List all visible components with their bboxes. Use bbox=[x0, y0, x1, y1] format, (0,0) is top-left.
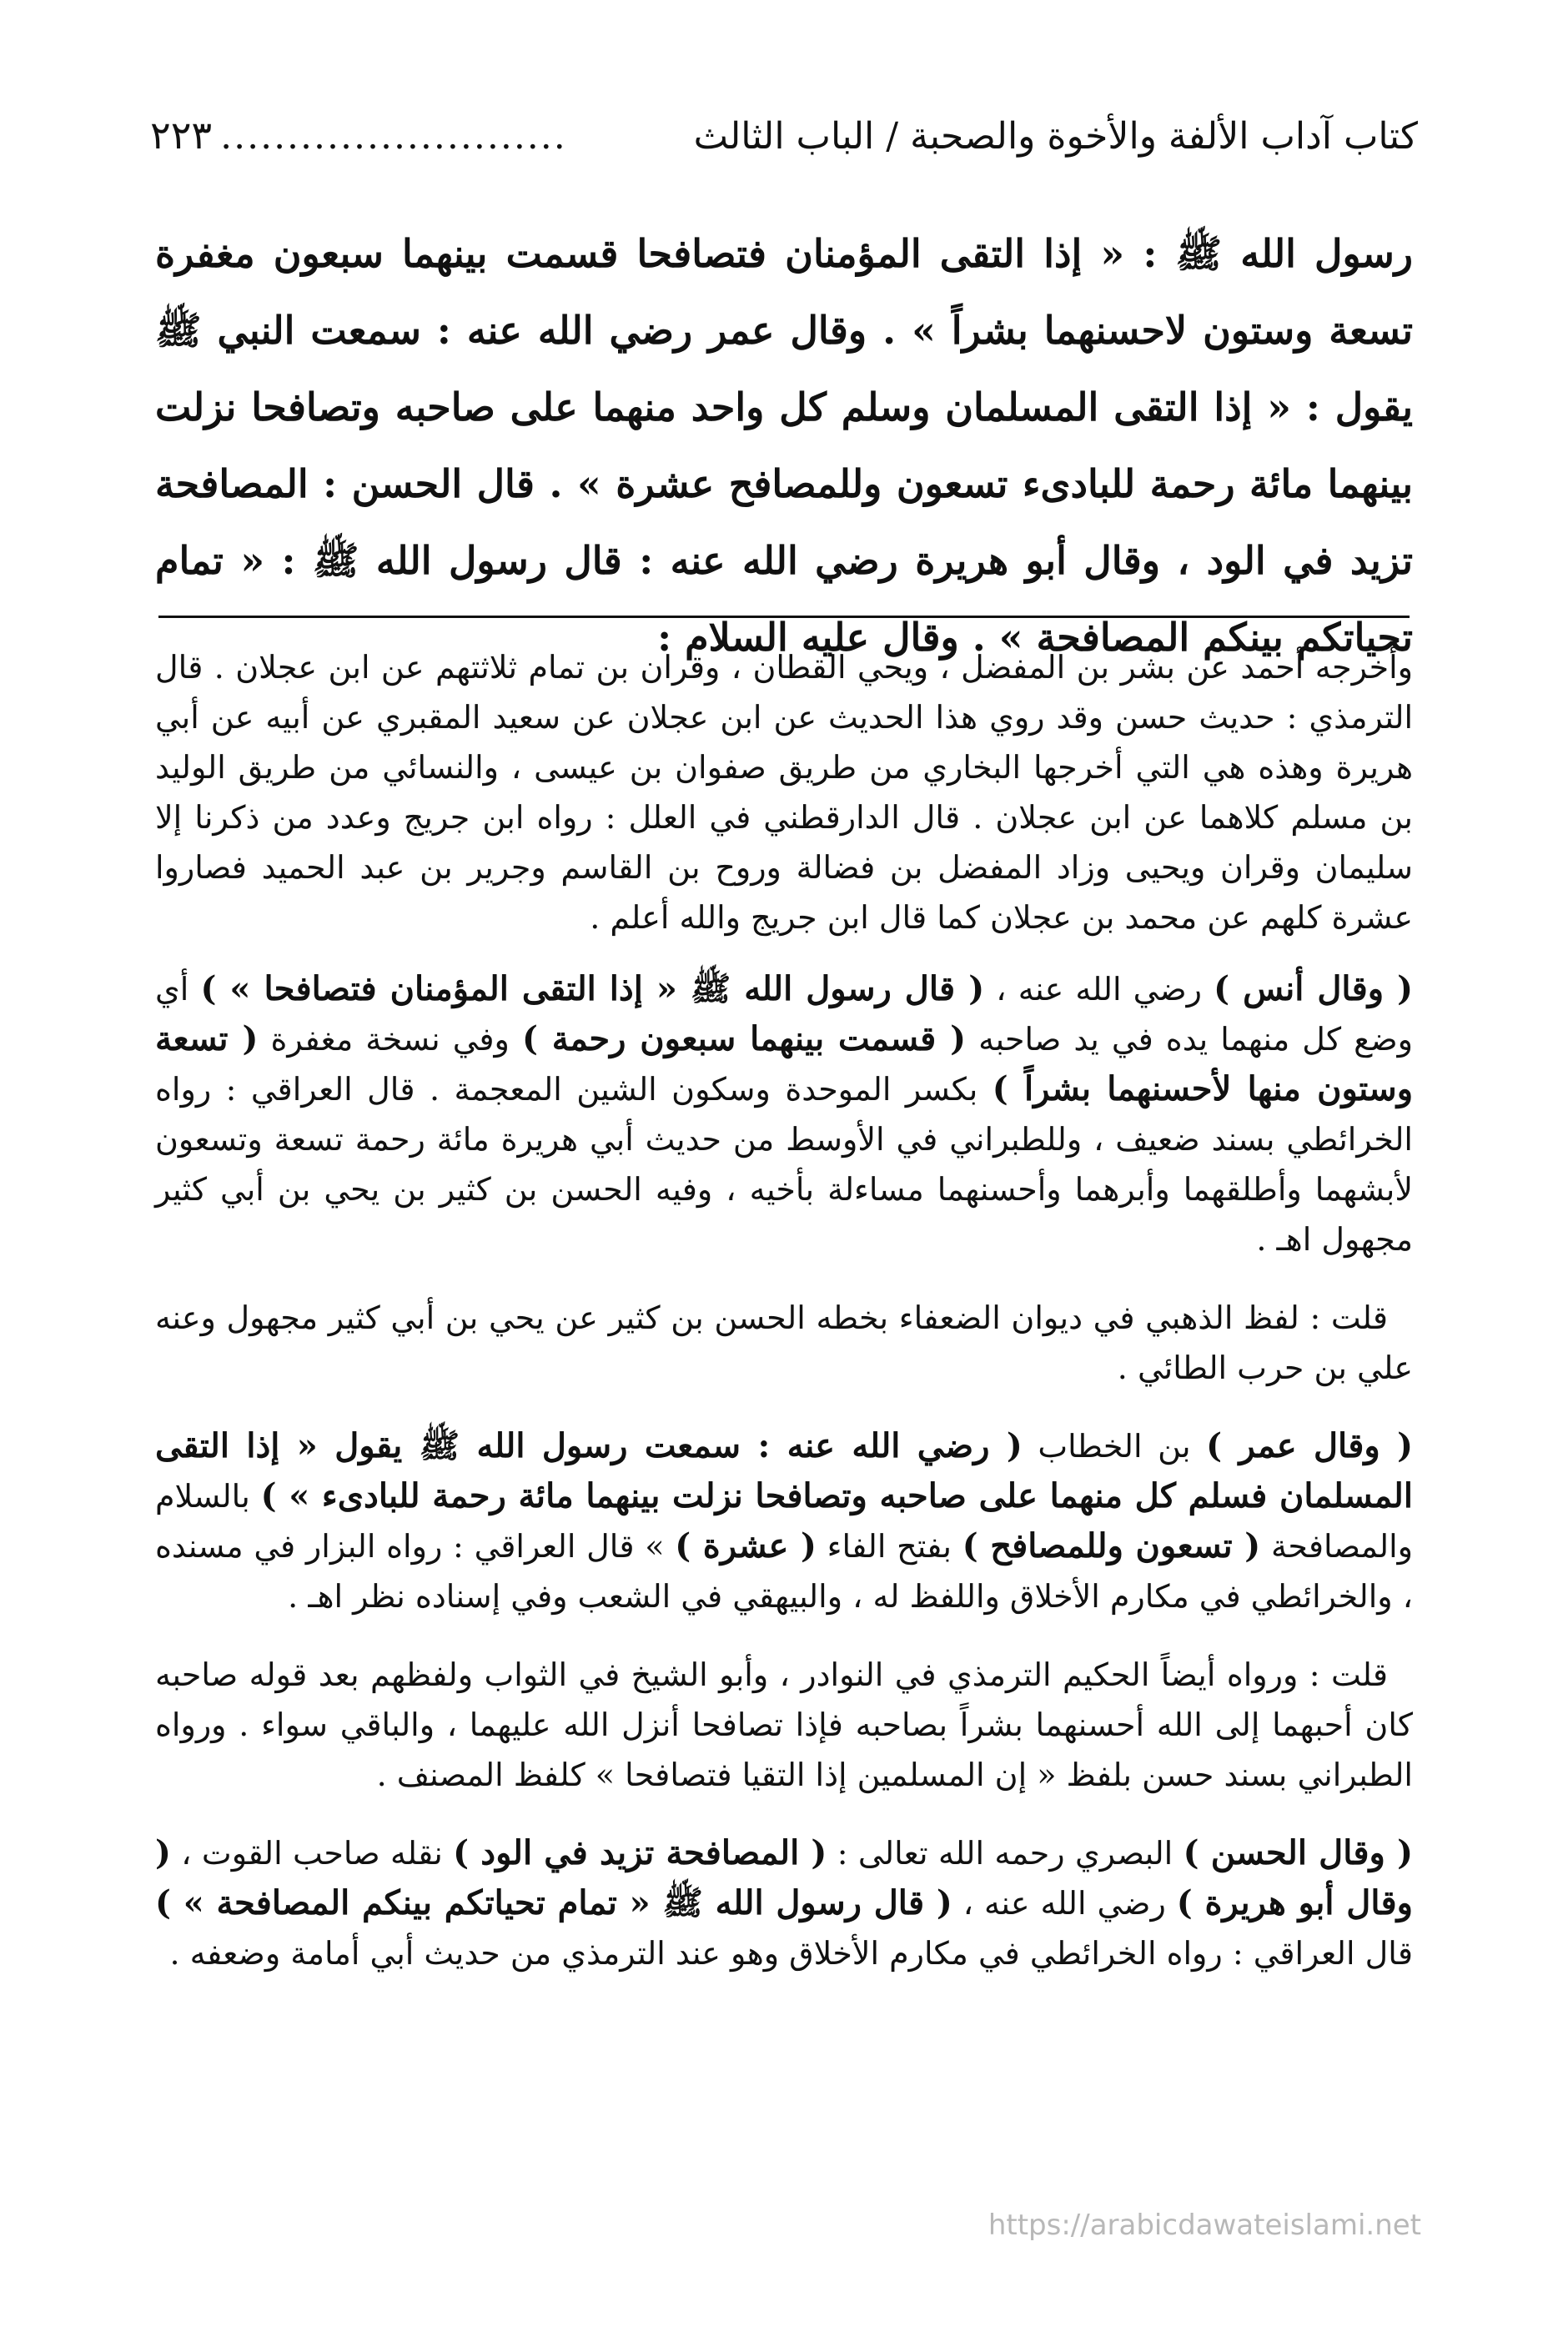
bold-quote-run: ( وقال عمر ) bbox=[1206, 1426, 1413, 1465]
text-run: رضي الله عنه ، bbox=[984, 971, 1214, 1008]
commentary-paragraph-4 bbox=[155, 1421, 1413, 1621]
text-run: بفتح الفاء bbox=[816, 1528, 962, 1565]
text-run: البصري رحمه الله تعالى : bbox=[827, 1835, 1184, 1872]
text-run: قال العراقي : رواه الخرائطي في مكارم الأخلاق وهو عند الترمذي من حديث أبي أمامة وضعفه . bbox=[169, 1935, 1413, 1972]
commentary bbox=[155, 642, 1413, 1978]
bold-quote-run: ( عشرة ) bbox=[675, 1526, 817, 1566]
commentary-paragraph-1: وأخرجه أحمد عن بشر بن المفضل ، ويحي القطان ، وقران بن تمام ثلاثتهم عن ابن عجلان . قال الترمذي : حديث حسن وقد روي هذا الحديث عن ابن عجلان عن سعيد المقبري عن أبيه عن أبي هريرة وهذه هي التي أخرجها البخاري من طريق صفوان بن عيسى ، والنسائي من طريق الوليد بن مسلم كلاهما عن ابن عجلان . قال الدارقطني في العلل : رواه ابن جريج وعدد من ذكرنا إلا سليمان وقران ويحيى وزاد المفضل بن فضالة وروح بن القاسم وجرير بن عبد الحميد فصاروا عشرة كلهم عن محمد بن عجلان كما قال ابن جريج والله أعلم . bbox=[155, 649, 1413, 936]
commentary-paragraph-2 bbox=[155, 964, 1413, 1264]
header-leader-dots: .......................... bbox=[220, 115, 567, 158]
commentary-paragraph-6 bbox=[155, 1828, 1413, 1978]
page-number: ٢٢٣ bbox=[150, 113, 213, 158]
commentary-paragraph-3: قلت : لفظ الذهبي في ديوان الضعفاء بخطه الحسن بن كثير عن يحي بن أبي كثير مجهول وعنه علي بن حرب الطائي . bbox=[155, 1299, 1413, 1386]
bold-quote-run: ( وقال أنس ) bbox=[1214, 969, 1413, 1008]
watermark-url: https://arabicdawateislami.net bbox=[988, 2209, 1421, 2242]
footnote-divider bbox=[158, 616, 1410, 618]
commentary-paragraph-5: قلت : ورواه أيضاً الحكيم الترمذي في النوادر ، وأبو الشيخ في الثواب ولفظهم بعد قوله صاحبه كان أحبهما إلى الله أحسنهما بشراً بصاحبه فإذا تصافحا أنزل الله عليهما ، والباقي سواء . ورواه الطبراني بسند حسن بلفظ « إن المسلمين إذا التقيا فتصافحا » كلفظ المصنف . bbox=[155, 1656, 1413, 1793]
text-run: أي وضع كل منهما يده في يد صاحبه bbox=[155, 971, 1413, 1058]
header-book-title: كتاب آداب الألفة والأخوة والصحبة bbox=[910, 115, 1418, 158]
header-chapter: الباب الثالث bbox=[693, 115, 875, 158]
text-run: بن الخطاب bbox=[1022, 1428, 1207, 1465]
bold-quote-run: ( قال رسول الله ﷺ « إذا التقى المؤمنان فتصافحا » ) bbox=[200, 969, 985, 1008]
running-header bbox=[150, 110, 1418, 162]
bold-quote-run: ( قال رسول الله ﷺ « تمام تحياتكم بينكم المصافحة » ) bbox=[155, 1883, 952, 1922]
main-text: رسول الله ﷺ : « إذا التقى المؤمنان فتصافحا قسمت بينهما سبعون مغفرة تسعة وستون لاحسنهما بشراً » . وقال عمر رضي الله عنه : سمعت النبي ﷺ يقول : « إذا التقى المسلمان وسلم كل واحد منهما على صاحبه وتصافحا نزلت بينهما مائة رحمة للبادىء تسعون وللمصافح عشرة » . قال الحسن : المصافحة تزيد في الود ، وقال أبو هريرة رضي الله عنه : قال رسول الله ﷺ : « تمام تحياتكم بينكم المصافحة » . وقال عليه السلام : bbox=[155, 231, 1413, 660]
bold-quote-run: ( قسمت بينهما سبعون رحمة ) bbox=[521, 1019, 967, 1058]
bold-quote-run: ( وقال الحسن ) bbox=[1183, 1833, 1413, 1872]
text-run: » قال العراقي : رواه البزار في مسنده ، والخرائطي في مكارم الأخلاق واللفظ له ، والبيهقي في الشعب وفي إسناده نظر اهـ . bbox=[155, 1528, 1413, 1615]
text-run: بالسلام والمصافحة bbox=[155, 1478, 1414, 1565]
header-separator: / bbox=[886, 115, 899, 158]
text-run: وفي نسخة مغفرة bbox=[258, 1021, 522, 1058]
bold-quote-run: ( تسعة وستون منها لأحسنهما بشراً ) bbox=[155, 1019, 1414, 1108]
bold-quote-run: ( تسعون وللمصافح ) bbox=[962, 1526, 1261, 1566]
text-run: بكسر الموحدة وسكون الشين المعجمة . قال العراقي : رواه الخرائطي بسند ضعيف ، وللطبراني في الأوسط من حديث أبي هريرة مائة رحمة تسعة وتسعون لأبشهما وأطلقهما وأبرهما وأحسنهما مساءلة بأخيه ، وفيه الحسن بن كثير بن يحي بن أبي كثير مجهول اهـ . bbox=[155, 1071, 1413, 1258]
bold-quote-run: ( وقال أبو هريرة ) bbox=[155, 1833, 1413, 1922]
text-run: نقله صاحب القوت ، bbox=[170, 1835, 454, 1872]
text-run: رضي الله عنه ، bbox=[952, 1885, 1177, 1922]
bold-quote-run: ( المصافحة تزيد في الود ) bbox=[453, 1833, 827, 1872]
bold-quote-run: ( رضي الله عنه : سمعت رسول الله ﷺ يقول « إذا التقى المسلمان فسلم كل منهما على صاحبه وتصافحا نزلت بينهما مائة رحمة للبادىء » ) bbox=[155, 1426, 1413, 1515]
